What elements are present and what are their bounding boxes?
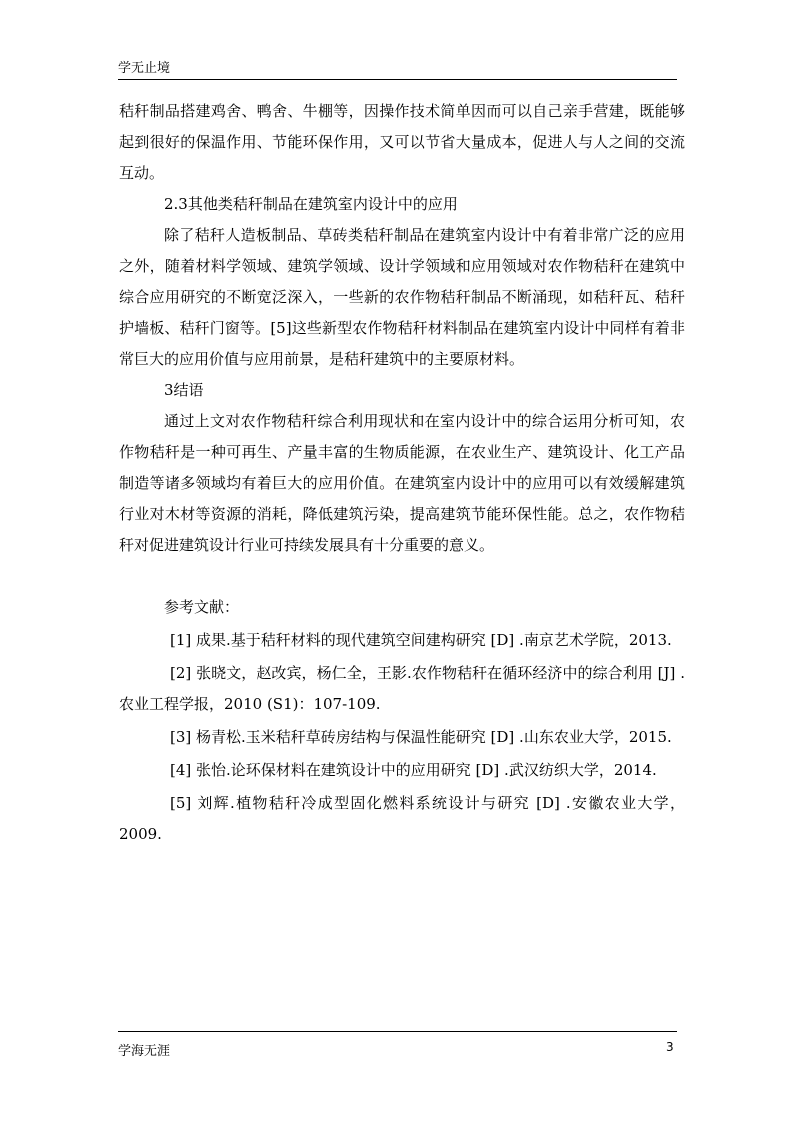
reference-item: [2] 张晓文，赵改宾，杨仁全，王影.农作物秸秆在循环经济中的综合利用 [J] .农业工程学报，2010 (S1)：107-109. bbox=[119, 664, 685, 713]
reference-item: [1] 成果.基于秸秆材料的现代建筑空间建构研究 [D] .南京艺术学院，2013. bbox=[170, 631, 672, 649]
paragraph-conclusion: 通过上文对农作物秸秆综合利用现状和在室内设计中的综合运用分析可知，农作物秸秆是一种可再生、产量丰富的生物质能源，在农业生产、建筑设计、化工产品制造等诸多领域均有着巨大的应用价值。在建筑室内设计中的应用可以有效缓解建筑行业对木材等资源的消耗，降低建筑污染，提高建筑节能环保性能。总之，农作物秸秆对促进建筑设计行业可持续发展具有十分重要的意义。 bbox=[119, 412, 685, 554]
page-footer: 学海无涯 bbox=[118, 1044, 171, 1059]
paragraph-continued: 秸秆制品搭建鸡舍、鸭舍、牛棚等，因操作技术简单因而可以自己亲手营建，既能够起到很好的保温作用、节能环保作用，又可以节省大量成本，促进人与人之间的交流互动。 bbox=[119, 102, 685, 182]
document-body bbox=[119, 96, 685, 850]
reference-item: [4] 张怡.论环保材料在建筑设计中的应用研究 [D] .武汉纺织大学，2014. bbox=[170, 761, 657, 779]
paragraph-other-straw-products: 除了秸秆人造板制品、草砖类秸秆制品在建筑室内设计中有着非常广泛的应用之外，随着材料学领域、建筑学领域、设计学领域和应用领域对农作物秸秆在建筑中综合应用研究的不断宽泛深入，一些新的农作物秸秆制品不断涌现，如秸秆瓦、秸秆护墙板、秸秆门窗等。[5]这些新型农作物秸秆材料制品在建筑室内设计中同样有着非常巨大的应用价值与应用前景，是秸秆建筑中的主要原材料。 bbox=[119, 226, 685, 368]
reference-item: [3] 杨青松.玉米秸秆草砖房结构与保温性能研究 [D] .山东农业大学，2015. bbox=[170, 728, 672, 746]
footer-rule bbox=[118, 1031, 677, 1032]
page-number: 3 bbox=[666, 1040, 674, 1054]
reference-item: [5] 刘辉.植物秸秆冷成型固化燃料系统设计与研究 [D] .安徽农业大学，2009. bbox=[119, 794, 685, 843]
page-header: 学无止境 bbox=[118, 61, 171, 76]
section-heading-conclusion: 3结语 bbox=[164, 381, 204, 399]
section-heading-2-3: 2.3其他类秸秆制品在建筑室内设计中的应用 bbox=[164, 195, 458, 213]
references-title: 参考文献： bbox=[164, 598, 240, 616]
header-rule bbox=[118, 79, 677, 80]
